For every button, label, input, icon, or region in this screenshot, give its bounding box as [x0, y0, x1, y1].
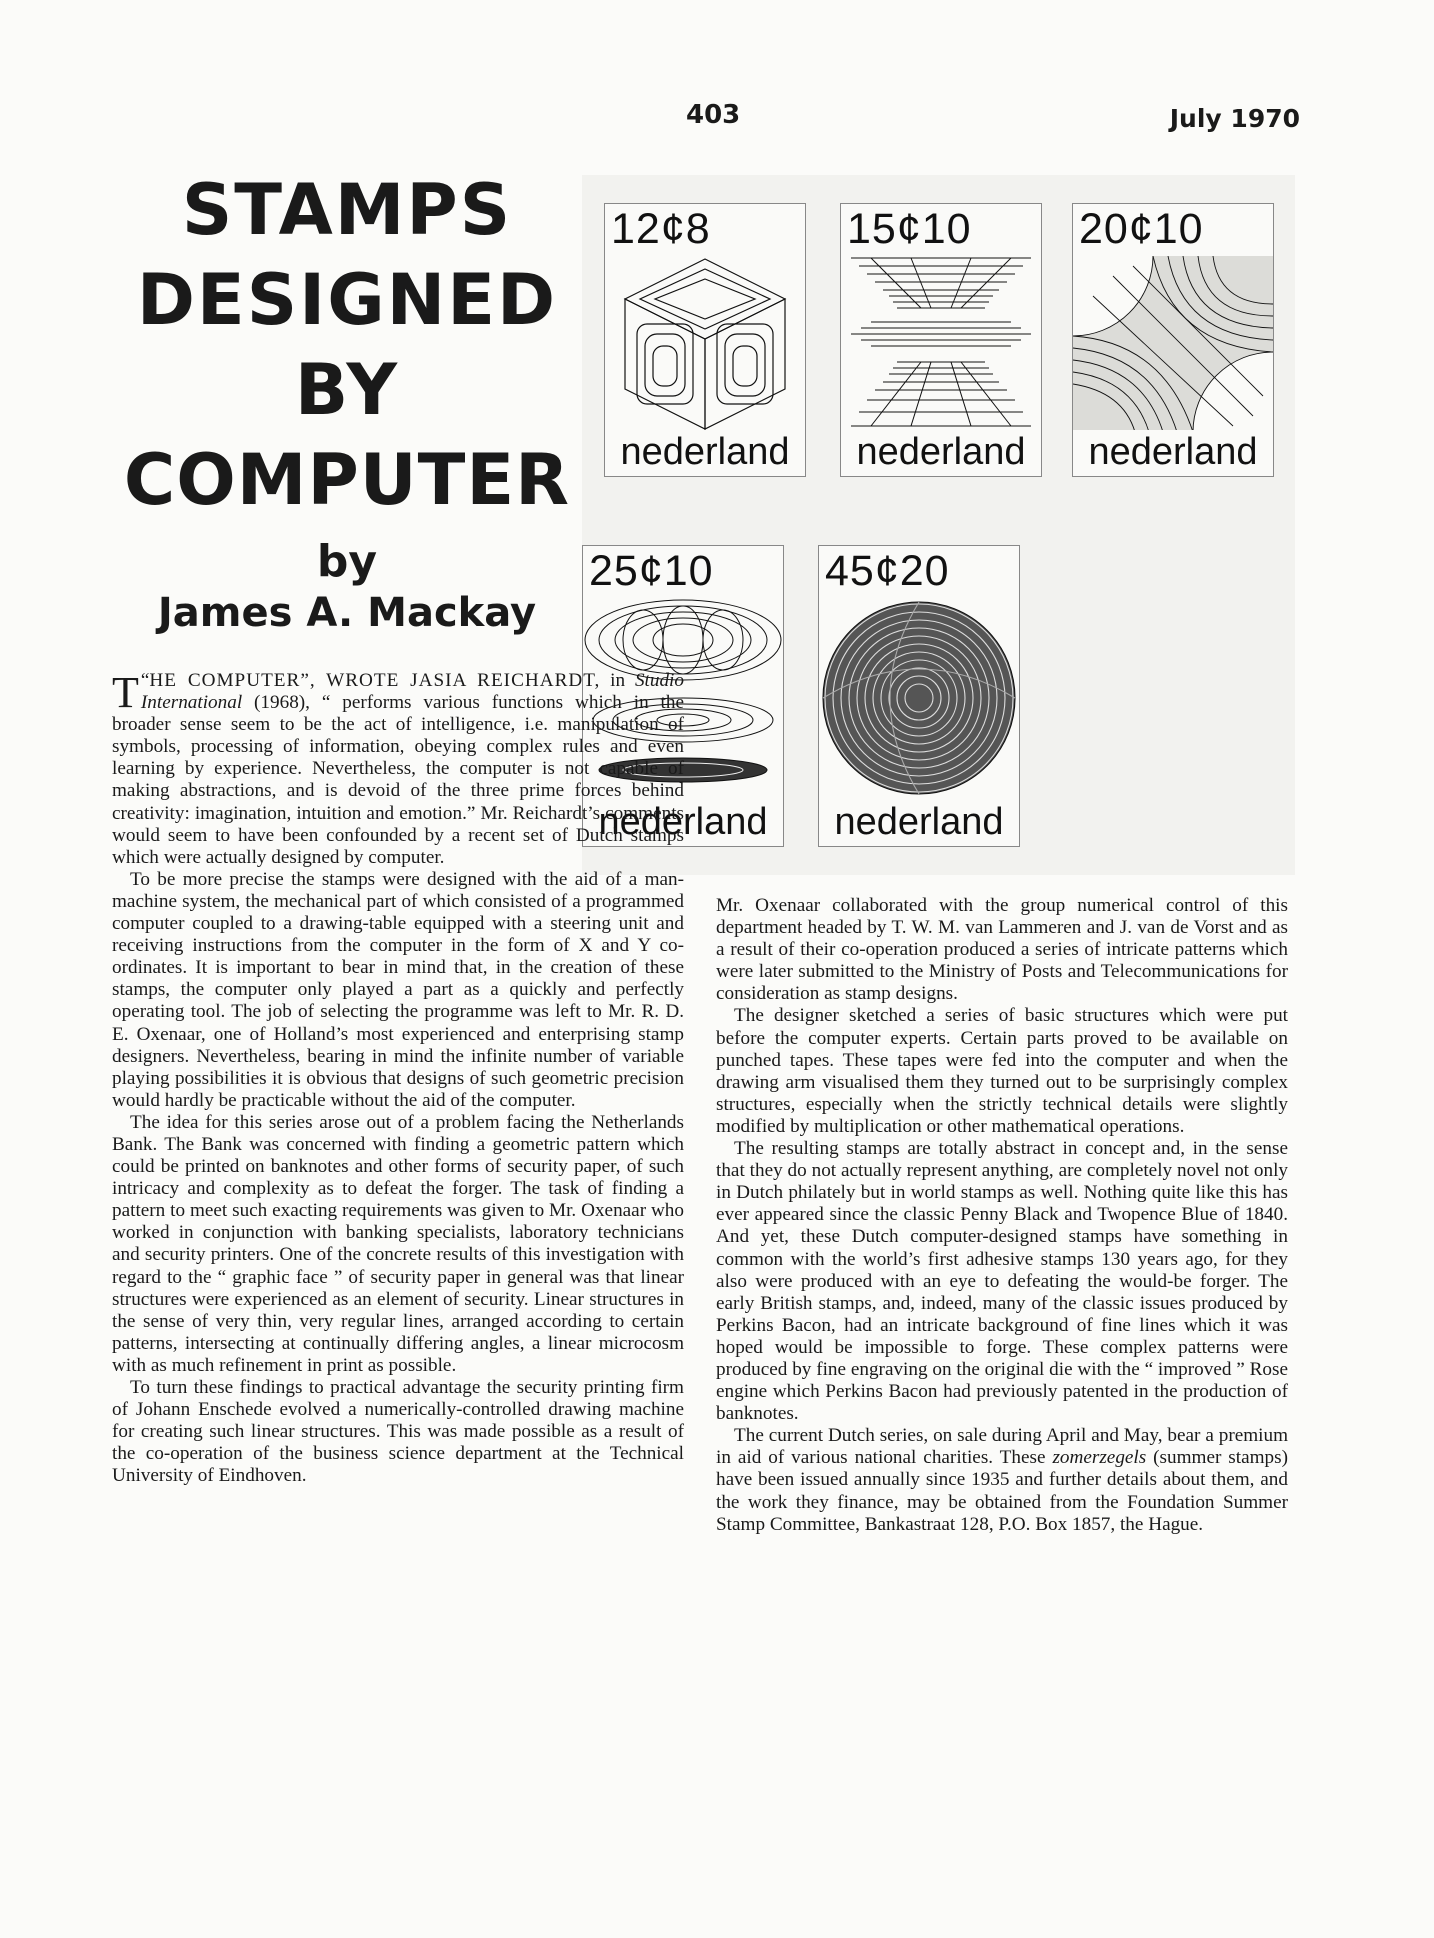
stamp-country: nederland	[841, 430, 1041, 474]
stamp	[840, 203, 1042, 477]
stamp	[1072, 203, 1274, 477]
cube-pattern-icon	[615, 254, 795, 434]
stamp-country: nederland	[583, 800, 783, 844]
paragraph: To be more precise the stamps were designed with the aid of a man-machine system, the mechanical part of which consisted of a programmed computer coupled to a drawing-table equipped with a steering unit and receiving instructions from the computer in the form of X and Y co-ordinates. It is important to bear in mind that, in the creation of these stamps, the computer only played a part as a quickly and perfectly operating tool. The job of selecting the programme was left to Mr. R. D. E. Oxenaar, one of Holland’s most experienced and enterprising stamp designers. Nevertheless, bearing in mind the infinite number of variable playing possibilities it is obvious that designs of such geometric precision would hardly be practicable without the aid of the computer.	[112, 868, 684, 1111]
article-left-column	[112, 670, 684, 1487]
paragraph: To turn these findings to practical advantage the security printing firm of Johann Enschede evolved a numerically-controlled drawing machine for creating such linear structures. This was made possible as a result of the co-operation of the business science department at the Technical University of Eindhoven.	[112, 1377, 684, 1487]
smallcaps-lead: HE COMPUTER”, WROTE JASIA REICHARDT,	[149, 670, 601, 691]
stamp-country: nederland	[1073, 430, 1273, 474]
stamp-value: 15¢10	[847, 205, 972, 253]
text-run: The current Dutch series, on sale during April and May, bear a premium in aid of various national charities. These	[716, 1425, 1288, 1469]
stamp-country: nederland	[819, 800, 1019, 844]
text-run: in	[600, 670, 635, 691]
stamp-country: nederland	[605, 430, 805, 474]
paragraph	[716, 1425, 1288, 1535]
stamp-value: 25¢10	[589, 547, 714, 595]
stamp-value: 45¢20	[825, 547, 950, 595]
text-run: (summer stamps) have been issued annually since 1935 and further details about them, and the work they finance, may be obtained from the Foundation Summer Stamp Committee, Bankastraat 128, P.O. Box 1857, the Hague.	[716, 1447, 1288, 1535]
stamp-value: 20¢10	[1079, 205, 1204, 253]
text-run: (1968), “ performs various functions which in the broader sense seem to be the act of intelligence, i.e. manipulation of symbols, processing of information, obeying complex rules and even learning by experience. Nevertheless, the computer is not capable of making abstractions, and is devoid of the three prime forces behind creativity: imagination, intuition and emotion.” Mr. Reichardt’s comments would seem to have been confounded by a recent set of Dutch stamps which were actually designed by computer.	[112, 692, 684, 868]
paragraph: Mr. Oxenaar collaborated with the group numerical control of this department headed by T. W. M. van Lammeren and J. van de Vorst and as a result of their co-operation produced a series of intricate patterns which were later submitted to the Ministry of Posts and Telecommunications for consideration as stamp designs.	[716, 895, 1288, 1005]
publication-title: Studio International	[140, 670, 684, 714]
drop-cap: T	[112, 668, 139, 717]
stamp	[818, 545, 1020, 847]
arc-pattern-icon	[1073, 256, 1273, 432]
title-line: COMPUTER	[123, 439, 571, 521]
page-date: July 1970	[1169, 104, 1300, 133]
paragraph: The designer sketched a series of basic structures which were put before the computer experts. Certain parts proved to be available on punched tapes. These tapes were fed into the computer and when the drawing arm visualised them they turned out to be surprisingly complex structures, especially when the strictly technical details were slightly modified by multiplication or other mathematical operations.	[716, 1005, 1288, 1137]
paragraph: The idea for this series arose out of a problem facing the Netherlands Bank. The Bank was concerned with finding a geometric pattern which could be printed on banknotes and other forms of security paper, of such intricacy and complexity as to defeat the forger. The task of finding a pattern to meet such exacting requirements was given to Mr. Oxenaar who worked in conjunction with banking specialists, laboratory technicians and security printers. One of the concrete results of this investigation with regard to the “ graphic face ” of security paper in general was that linear structures were experienced as an element of security. Linear structures in the sense of very thin, very regular lines, arranged according to certain patterns, intersecting at continually differing angles, a linear microcosm with as much refinement in print as possible.	[112, 1111, 684, 1376]
circle-pattern-icon	[821, 600, 1017, 796]
foreign-term: zomerzegels	[1052, 1447, 1147, 1469]
opening-quote: “	[140, 670, 150, 691]
title-line: DESIGNED	[136, 259, 558, 341]
paragraph	[112, 670, 684, 869]
byline-by: by	[316, 536, 378, 587]
title-line: BY	[294, 349, 400, 431]
title-line: STAMPS	[181, 169, 513, 251]
page-number: 403	[686, 100, 741, 130]
article-title-block	[112, 165, 582, 675]
stamps-illustration	[582, 175, 1295, 875]
stamp-value: 12¢8	[611, 205, 711, 253]
author-name: James A. Mackay	[157, 590, 537, 636]
paragraph: The resulting stamps are totally abstract in concept and, in the sense that they do not actually represent anything, are completely novel not only in Dutch philately but in world stamps as well. Nothing quite like this has ever appeared since the classic Penny Black and Twopence Blue of 1840. And yet, these Dutch computer-designed stamps have something in common with the world’s first adhesive stamps 130 years ago, for they also were produced with an eye to defeating the would-be forger. The early British stamps, and, indeed, many of the classic issues produced by Perkins Bacon, had an intricate background of fine lines which it was hoped would be impossible to forge. These complex patterns were produced by fine engraving on the original die with the “ improved ” Rose engine which Perkins Bacon had previously patented in the production of banknotes.	[716, 1138, 1288, 1425]
stamp	[604, 203, 806, 477]
line-pattern-icon	[851, 256, 1031, 432]
article-right-column	[716, 895, 1288, 1536]
